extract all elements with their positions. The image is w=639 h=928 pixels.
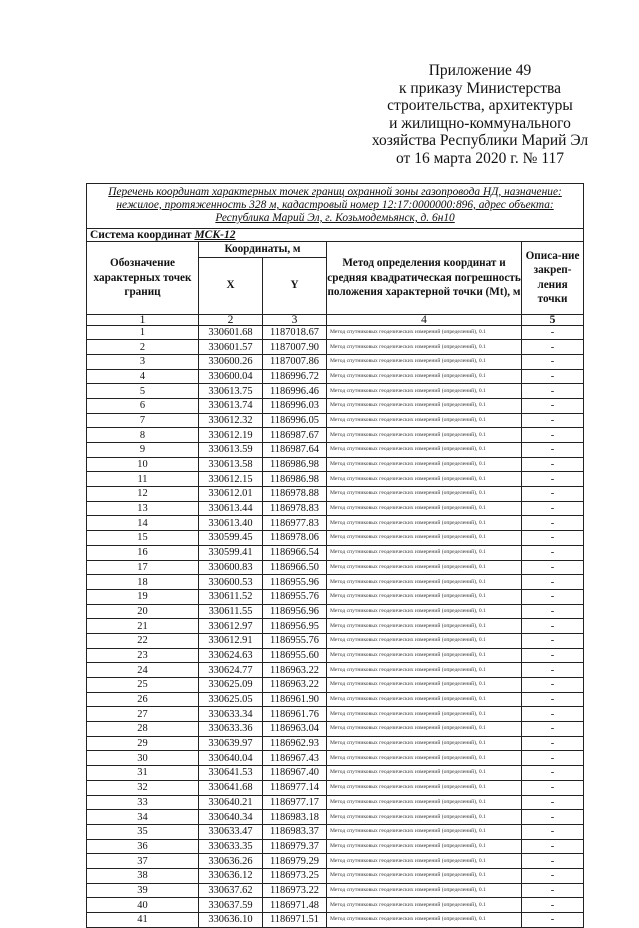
method-cell: Метод спутниковых геодезических измерений (определений), 0.1 xyxy=(327,707,522,722)
description-cell: - xyxy=(522,619,584,634)
appendix-line: Приложение 49 xyxy=(428,62,532,79)
point-number-cell: 20 xyxy=(87,604,199,619)
point-number-cell: 3 xyxy=(87,354,199,369)
point-number-cell: 15 xyxy=(87,531,199,546)
description-cell: - xyxy=(522,604,584,619)
table-row xyxy=(87,868,584,883)
point-number-cell: 39 xyxy=(87,883,199,898)
y-coordinate-cell: 1186987.67 xyxy=(263,428,327,443)
y-coordinate-cell: 1186996.05 xyxy=(263,413,327,428)
description-cell: - xyxy=(522,678,584,693)
method-cell: Метод спутниковых геодезических измерений (определений), 0.1 xyxy=(327,678,522,693)
point-number-cell: 6 xyxy=(87,398,199,413)
point-number-cell: 34 xyxy=(87,810,199,825)
y-coordinate-cell: 1186983.37 xyxy=(263,824,327,839)
method-cell: Метод спутниковых геодезических измерений (определений), 0.1 xyxy=(327,913,522,928)
y-coordinate-cell: 1186978.06 xyxy=(263,531,327,546)
table-row xyxy=(87,795,584,810)
description-cell: - xyxy=(522,913,584,928)
x-coordinate-cell: 330613.44 xyxy=(199,501,263,516)
x-coordinate-cell: 330612.32 xyxy=(199,413,263,428)
y-coordinate-cell: 1186963.22 xyxy=(263,663,327,678)
x-coordinate-cell: 330624.63 xyxy=(199,648,263,663)
point-number-cell: 23 xyxy=(87,648,199,663)
x-coordinate-cell: 330625.09 xyxy=(199,678,263,693)
y-coordinate-cell: 1186963.04 xyxy=(263,722,327,737)
method-cell: Метод спутниковых геодезических измерений (определений), 0.1 xyxy=(327,810,522,825)
table-row xyxy=(87,633,584,648)
table-row xyxy=(87,340,584,355)
x-coordinate-cell: 330640.34 xyxy=(199,810,263,825)
method-cell: Метод спутниковых геодезических измерений (определений), 0.1 xyxy=(327,868,522,883)
y-coordinate-cell: 1186979.37 xyxy=(263,839,327,854)
x-coordinate-cell: 330600.83 xyxy=(199,560,263,575)
x-coordinate-cell: 330599.45 xyxy=(199,531,263,546)
method-cell: Метод спутниковых геодезических измерений (определений), 0.1 xyxy=(327,898,522,913)
y-coordinate-cell: 1186996.03 xyxy=(263,398,327,413)
point-number-cell: 2 xyxy=(87,340,199,355)
table-row xyxy=(87,898,584,913)
point-number-cell: 17 xyxy=(87,560,199,575)
x-coordinate-cell: 330613.74 xyxy=(199,398,263,413)
point-number-cell: 4 xyxy=(87,369,199,384)
y-coordinate-cell: 1186961.76 xyxy=(263,707,327,722)
method-cell: Метод спутниковых геодезических измерений (определений), 0.1 xyxy=(327,457,522,472)
x-coordinate-cell: 330633.36 xyxy=(199,722,263,737)
x-coordinate-cell: 330613.40 xyxy=(199,516,263,531)
column-number: 5 xyxy=(522,314,584,325)
description-cell: - xyxy=(522,766,584,781)
method-cell: Метод спутниковых геодезических измерений (определений), 0.1 xyxy=(327,560,522,575)
point-number-cell: 18 xyxy=(87,575,199,590)
y-coordinate-cell: 1186962.93 xyxy=(263,736,327,751)
header-description: Описа-ние закреп-ления точки xyxy=(522,242,584,315)
table-row xyxy=(87,766,584,781)
y-coordinate-cell: 1186977.83 xyxy=(263,516,327,531)
table-row xyxy=(87,501,584,516)
description-cell: - xyxy=(522,839,584,854)
appendix-line: от 16 марта 2020 г. № 117 xyxy=(396,149,564,167)
x-coordinate-cell: 330637.59 xyxy=(199,898,263,913)
y-coordinate-cell: 1186977.14 xyxy=(263,780,327,795)
table-row xyxy=(87,413,584,428)
table-row xyxy=(87,780,584,795)
x-coordinate-cell: 330625.05 xyxy=(199,692,263,707)
table-row xyxy=(87,457,584,472)
description-cell: - xyxy=(522,898,584,913)
method-cell: Метод спутниковых геодезических измерений (определений), 0.1 xyxy=(327,325,522,340)
table-title: Перечень координат характерных точек границ охранной зоны газопровода НД, назначение: нежилое, протяженность 328 м, кадастровый номер 12:17:0000000:896, адрес объекта: Республика Марий Эл, г. Козьмодемьянск, д. 6н10 xyxy=(87,184,584,229)
method-cell: Метод спутниковых геодезических измерений (определений), 0.1 xyxy=(327,545,522,560)
point-number-cell: 24 xyxy=(87,663,199,678)
appendix-line: хозяйства Республики Марий Эл xyxy=(371,132,589,150)
coordinate-system-value: МСК-12 xyxy=(194,229,236,241)
table-row xyxy=(87,516,584,531)
method-cell: Метод спутниковых геодезических измерений (определений), 0.1 xyxy=(327,501,522,516)
method-cell: Метод спутниковых геодезических измерений (определений), 0.1 xyxy=(327,663,522,678)
y-coordinate-cell: 1186983.18 xyxy=(263,810,327,825)
description-cell: - xyxy=(522,854,584,869)
table-row xyxy=(87,751,584,766)
column-numbers-row xyxy=(87,314,584,325)
x-coordinate-cell: 330612.91 xyxy=(199,633,263,648)
point-number-cell: 30 xyxy=(87,751,199,766)
x-coordinate-cell: 330636.12 xyxy=(199,868,263,883)
method-cell: Метод спутниковых геодезических измерений (определений), 0.1 xyxy=(327,531,522,546)
coordinate-system-label: Система координат xyxy=(90,229,195,241)
y-coordinate-cell: 1186979.29 xyxy=(263,854,327,869)
point-number-cell: 25 xyxy=(87,678,199,693)
x-coordinate-cell: 330633.34 xyxy=(199,707,263,722)
y-coordinate-cell: 1186996.72 xyxy=(263,369,327,384)
table-row xyxy=(87,531,584,546)
method-cell: Метод спутниковых геодезических измерений (определений), 0.1 xyxy=(327,633,522,648)
table-row xyxy=(87,604,584,619)
point-number-cell: 38 xyxy=(87,868,199,883)
method-cell: Метод спутниковых геодезических измерений (определений), 0.1 xyxy=(327,340,522,355)
description-cell: - xyxy=(522,457,584,472)
method-cell: Метод спутниковых геодезических измерений (определений), 0.1 xyxy=(327,854,522,869)
description-cell: - xyxy=(522,545,584,560)
coordinate-system xyxy=(87,229,584,242)
description-cell: - xyxy=(522,751,584,766)
x-coordinate-cell: 330599.41 xyxy=(199,545,263,560)
table-row xyxy=(87,810,584,825)
description-cell: - xyxy=(522,868,584,883)
table-row xyxy=(87,648,584,663)
description-cell: - xyxy=(522,663,584,678)
x-coordinate-cell: 330624.77 xyxy=(199,663,263,678)
method-cell: Метод спутниковых геодезических измерений (определений), 0.1 xyxy=(327,413,522,428)
method-cell: Метод спутниковых геодезических измерений (определений), 0.1 xyxy=(327,384,522,399)
point-number-cell: 26 xyxy=(87,692,199,707)
method-cell: Метод спутниковых геодезических измерений (определений), 0.1 xyxy=(327,604,522,619)
method-cell: Метод спутниковых геодезических измерений (определений), 0.1 xyxy=(327,516,522,531)
method-cell: Метод спутниковых геодезических измерений (определений), 0.1 xyxy=(327,369,522,384)
y-coordinate-cell: 1186986.98 xyxy=(263,457,327,472)
point-number-cell: 27 xyxy=(87,707,199,722)
description-cell: - xyxy=(522,633,584,648)
point-number-cell: 36 xyxy=(87,839,199,854)
y-coordinate-cell: 1186971.51 xyxy=(263,913,327,928)
point-number-cell: 9 xyxy=(87,443,199,458)
x-coordinate-cell: 330636.26 xyxy=(199,854,263,869)
appendix-header xyxy=(330,62,630,168)
table-row xyxy=(87,428,584,443)
description-cell: - xyxy=(522,340,584,355)
point-number-cell: 33 xyxy=(87,795,199,810)
point-number-cell: 7 xyxy=(87,413,199,428)
method-cell: Метод спутниковых геодезических измерений (определений), 0.1 xyxy=(327,443,522,458)
y-coordinate-cell: 1186978.83 xyxy=(263,501,327,516)
method-cell: Метод спутниковых геодезических измерений (определений), 0.1 xyxy=(327,589,522,604)
appendix-line: к приказу Министерства xyxy=(399,79,561,97)
method-cell: Метод спутниковых геодезических измерений (определений), 0.1 xyxy=(327,648,522,663)
x-coordinate-cell: 330613.75 xyxy=(199,384,263,399)
description-cell: - xyxy=(522,398,584,413)
point-number-cell: 29 xyxy=(87,736,199,751)
x-coordinate-cell: 330636.10 xyxy=(199,913,263,928)
description-cell: - xyxy=(522,443,584,458)
description-cell: - xyxy=(522,575,584,590)
appendix-line: и жилищно-коммунального xyxy=(389,114,571,132)
table-row xyxy=(87,692,584,707)
header-y: Y xyxy=(263,257,327,314)
method-cell: Метод спутниковых геодезических измерений (определений), 0.1 xyxy=(327,883,522,898)
y-coordinate-cell: 1186973.22 xyxy=(263,883,327,898)
description-cell: - xyxy=(522,384,584,399)
column-number: 3 xyxy=(263,314,327,325)
method-cell: Метод спутниковых геодезических измерений (определений), 0.1 xyxy=(327,824,522,839)
table-row xyxy=(87,913,584,928)
table-row xyxy=(87,398,584,413)
description-cell: - xyxy=(522,325,584,340)
x-coordinate-cell: 330640.21 xyxy=(199,795,263,810)
y-coordinate-cell: 1186956.96 xyxy=(263,604,327,619)
column-number: 1 xyxy=(87,314,199,325)
point-number-cell: 28 xyxy=(87,722,199,737)
table-row xyxy=(87,384,584,399)
description-cell: - xyxy=(522,501,584,516)
description-cell: - xyxy=(522,369,584,384)
x-coordinate-cell: 330637.62 xyxy=(199,883,263,898)
point-number-cell: 22 xyxy=(87,633,199,648)
table-row xyxy=(87,883,584,898)
method-cell: Метод спутниковых геодезических измерений (определений), 0.1 xyxy=(327,722,522,737)
table-row xyxy=(87,560,584,575)
x-coordinate-cell: 330612.97 xyxy=(199,619,263,634)
y-coordinate-cell: 1187007.86 xyxy=(263,354,327,369)
y-coordinate-cell: 1186977.17 xyxy=(263,795,327,810)
table-row xyxy=(87,589,584,604)
coordinates-table xyxy=(86,183,584,928)
y-coordinate-cell: 1186966.54 xyxy=(263,545,327,560)
x-coordinate-cell: 330633.47 xyxy=(199,824,263,839)
table-row xyxy=(87,443,584,458)
y-coordinate-cell: 1186987.64 xyxy=(263,443,327,458)
table-row xyxy=(87,472,584,487)
y-coordinate-cell: 1186961.90 xyxy=(263,692,327,707)
description-cell: - xyxy=(522,413,584,428)
table-row xyxy=(87,545,584,560)
description-cell: - xyxy=(522,589,584,604)
y-coordinate-cell: 1186973.25 xyxy=(263,868,327,883)
method-cell: Метод спутниковых геодезических измерений (определений), 0.1 xyxy=(327,428,522,443)
y-coordinate-cell: 1186963.22 xyxy=(263,678,327,693)
method-cell: Метод спутниковых геодезических измерений (определений), 0.1 xyxy=(327,780,522,795)
description-cell: - xyxy=(522,692,584,707)
point-number-cell: 1 xyxy=(87,325,199,340)
description-cell: - xyxy=(522,722,584,737)
method-cell: Метод спутниковых геодезических измерений (определений), 0.1 xyxy=(327,398,522,413)
table-row xyxy=(87,369,584,384)
header-method: Метод определения координат и средняя квадратическая погрешность положения характерной точки (Mt), м xyxy=(327,242,522,315)
x-coordinate-cell: 330639.97 xyxy=(199,736,263,751)
x-coordinate-cell: 330601.68 xyxy=(199,325,263,340)
description-cell: - xyxy=(522,883,584,898)
point-number-cell: 10 xyxy=(87,457,199,472)
y-coordinate-cell: 1186966.50 xyxy=(263,560,327,575)
table-row xyxy=(87,736,584,751)
y-coordinate-cell: 1186978.88 xyxy=(263,487,327,502)
point-number-cell: 37 xyxy=(87,854,199,869)
x-coordinate-cell: 330641.68 xyxy=(199,780,263,795)
appendix-line: строительства, архитектуры xyxy=(387,97,573,115)
description-cell: - xyxy=(522,516,584,531)
x-coordinate-cell: 330641.53 xyxy=(199,766,263,781)
table-row xyxy=(87,824,584,839)
x-coordinate-cell: 330613.58 xyxy=(199,457,263,472)
description-cell: - xyxy=(522,428,584,443)
column-number: 4 xyxy=(327,314,522,325)
x-coordinate-cell: 330612.01 xyxy=(199,487,263,502)
method-cell: Метод спутниковых геодезических измерений (определений), 0.1 xyxy=(327,692,522,707)
table-row xyxy=(87,354,584,369)
x-coordinate-cell: 330633.35 xyxy=(199,839,263,854)
point-number-cell: 35 xyxy=(87,824,199,839)
point-number-cell: 32 xyxy=(87,780,199,795)
x-coordinate-cell: 330612.15 xyxy=(199,472,263,487)
point-number-cell: 40 xyxy=(87,898,199,913)
table-row xyxy=(87,325,584,340)
table-row xyxy=(87,678,584,693)
y-coordinate-cell: 1186955.76 xyxy=(263,589,327,604)
description-cell: - xyxy=(522,560,584,575)
description-cell: - xyxy=(522,810,584,825)
point-number-cell: 14 xyxy=(87,516,199,531)
y-coordinate-cell: 1186955.60 xyxy=(263,648,327,663)
description-cell: - xyxy=(522,472,584,487)
point-number-cell: 8 xyxy=(87,428,199,443)
point-number-cell: 13 xyxy=(87,501,199,516)
method-cell: Метод спутниковых геодезических измерений (определений), 0.1 xyxy=(327,575,522,590)
point-number-cell: 19 xyxy=(87,589,199,604)
y-coordinate-cell: 1186996.46 xyxy=(263,384,327,399)
description-cell: - xyxy=(522,648,584,663)
description-cell: - xyxy=(522,736,584,751)
y-coordinate-cell: 1186955.96 xyxy=(263,575,327,590)
table-row xyxy=(87,707,584,722)
y-coordinate-cell: 1186955.76 xyxy=(263,633,327,648)
y-coordinate-cell: 1186986.98 xyxy=(263,472,327,487)
x-coordinate-cell: 330600.26 xyxy=(199,354,263,369)
table-row xyxy=(87,663,584,678)
point-number-cell: 12 xyxy=(87,487,199,502)
point-number-cell: 41 xyxy=(87,913,199,928)
x-coordinate-cell: 330600.04 xyxy=(199,369,263,384)
x-coordinate-cell: 330600.53 xyxy=(199,575,263,590)
x-coordinate-cell: 330611.52 xyxy=(199,589,263,604)
column-number: 2 xyxy=(199,314,263,325)
x-coordinate-cell: 330640.04 xyxy=(199,751,263,766)
table-row xyxy=(87,487,584,502)
description-cell: - xyxy=(522,487,584,502)
y-coordinate-cell: 1186967.43 xyxy=(263,751,327,766)
table-row xyxy=(87,575,584,590)
x-coordinate-cell: 330611.55 xyxy=(199,604,263,619)
method-cell: Метод спутниковых геодезических измерений (определений), 0.1 xyxy=(327,795,522,810)
point-number-cell: 11 xyxy=(87,472,199,487)
table-row xyxy=(87,619,584,634)
point-number-cell: 21 xyxy=(87,619,199,634)
method-cell: Метод спутниковых геодезических измерений (определений), 0.1 xyxy=(327,839,522,854)
method-cell: Метод спутниковых геодезических измерений (определений), 0.1 xyxy=(327,751,522,766)
x-coordinate-cell: 330601.57 xyxy=(199,340,263,355)
method-cell: Метод спутниковых геодезических измерений (определений), 0.1 xyxy=(327,472,522,487)
point-number-cell: 16 xyxy=(87,545,199,560)
y-coordinate-cell: 1186967.40 xyxy=(263,766,327,781)
table-row xyxy=(87,839,584,854)
table-row xyxy=(87,854,584,869)
method-cell: Метод спутниковых геодезических измерений (определений), 0.1 xyxy=(327,487,522,502)
description-cell: - xyxy=(522,531,584,546)
description-cell: - xyxy=(522,354,584,369)
table-row xyxy=(87,722,584,737)
method-cell: Метод спутниковых геодезических измерений (определений), 0.1 xyxy=(327,766,522,781)
y-coordinate-cell: 1187018.67 xyxy=(263,325,327,340)
y-coordinate-cell: 1186971.48 xyxy=(263,898,327,913)
table-body xyxy=(87,325,584,927)
point-number-cell: 31 xyxy=(87,766,199,781)
description-cell: - xyxy=(522,824,584,839)
description-cell: - xyxy=(522,707,584,722)
point-number-cell: 5 xyxy=(87,384,199,399)
header-coordinates: Координаты, м xyxy=(199,242,327,258)
y-coordinate-cell: 1186956.95 xyxy=(263,619,327,634)
y-coordinate-cell: 1187007.90 xyxy=(263,340,327,355)
description-cell: - xyxy=(522,795,584,810)
description-cell: - xyxy=(522,780,584,795)
method-cell: Метод спутниковых геодезических измерений (определений), 0.1 xyxy=(327,619,522,634)
method-cell: Метод спутниковых геодезических измерений (определений), 0.1 xyxy=(327,354,522,369)
method-cell: Метод спутниковых геодезических измерений (определений), 0.1 xyxy=(327,736,522,751)
header-x: X xyxy=(199,257,263,314)
x-coordinate-cell: 330612.19 xyxy=(199,428,263,443)
x-coordinate-cell: 330613.59 xyxy=(199,443,263,458)
header-point: Обозначение характерных точек границ xyxy=(87,242,199,315)
